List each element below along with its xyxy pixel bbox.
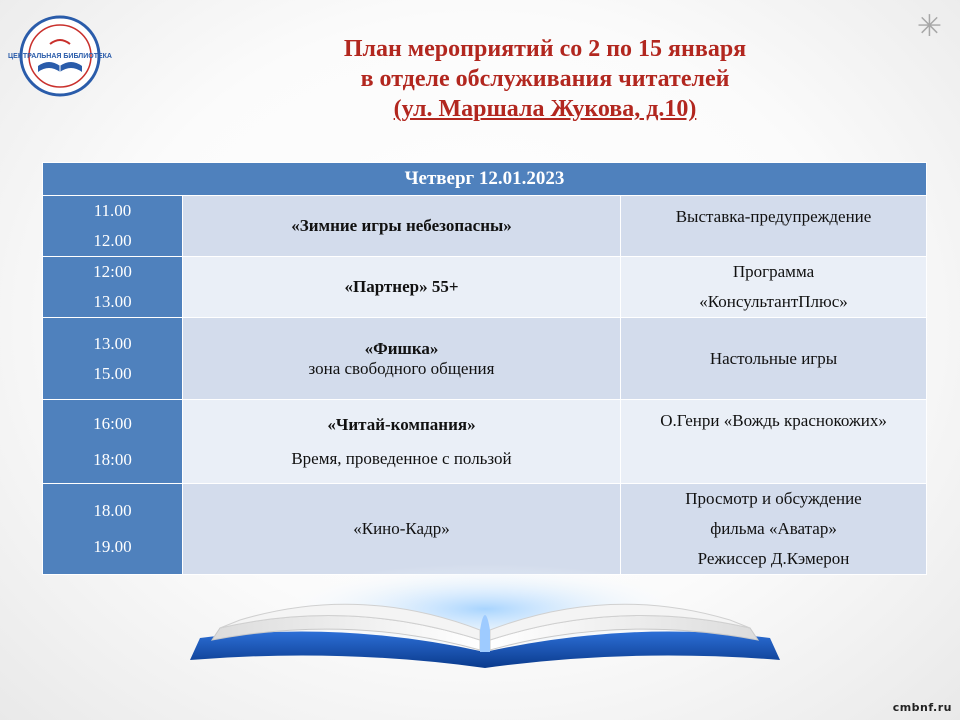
title-line-2: в отделе обслуживания читателей (360, 66, 730, 92)
table-row (43, 257, 927, 318)
time-cell (43, 400, 183, 484)
end-time: 18:00 (93, 449, 132, 469)
page-title (210, 34, 880, 124)
star-icon: ✳ (916, 10, 942, 43)
description-cell (621, 257, 927, 318)
description-line: Просмотр и обсуждение (685, 489, 862, 508)
event-title: «Кино-Кадр» (353, 519, 450, 538)
description-cell (621, 318, 927, 400)
description-line: фильма «Аватар» (710, 519, 837, 538)
open-book-illustration (180, 560, 790, 670)
event-title: «Читай-компания» (327, 414, 476, 434)
description-line: Настольные игры (709, 348, 838, 368)
end-time: 12.00 (93, 231, 132, 250)
table-row (43, 318, 927, 400)
time-cell (43, 484, 183, 575)
time-cell (43, 318, 183, 400)
start-time: 16:00 (93, 413, 132, 433)
event-subtitle: Время, проведенное с пользой (291, 448, 512, 468)
table-row (43, 196, 927, 257)
start-time: 13.00 (93, 333, 132, 353)
end-time: 13.00 (93, 292, 132, 311)
description-cell (621, 196, 927, 257)
event-cell (183, 257, 621, 318)
library-logo-icon (8, 14, 112, 98)
day-header: Четверг 12.01.2023 (43, 163, 927, 196)
description-line: «КонсультантПлюс» (699, 292, 848, 311)
description-cell (621, 400, 927, 484)
time-cell (43, 257, 183, 318)
description-line: Режиссер Д.Кэмерон (697, 549, 850, 568)
description-line: Программа (732, 262, 815, 281)
event-cell (183, 318, 621, 400)
time-cell (43, 196, 183, 257)
end-time: 19.00 (93, 537, 132, 556)
event-cell (183, 400, 621, 484)
title-address: (ул. Маршала Жукова, д.10) (393, 96, 697, 122)
schedule-table (42, 162, 927, 575)
event-subtitle: зона свободного общения (308, 358, 495, 378)
start-time: 18.00 (93, 501, 132, 520)
start-time: 12:00 (93, 262, 132, 281)
description-line: О.Генри «Вождь краснокожих» (660, 411, 887, 430)
watermark: cmbnf.ru (892, 701, 952, 714)
logo-text: ЦЕНТРАЛЬНАЯ БИБЛИОТЕКА (8, 53, 112, 60)
description-line: Выставка-предупреждение (675, 207, 872, 226)
event-title: «Партнер» 55+ (344, 277, 459, 296)
start-time: 11.00 (93, 201, 132, 220)
table-row (43, 400, 927, 484)
title-line-1: План мероприятий со 2 по 15 января (343, 36, 747, 62)
end-time: 15.00 (93, 363, 132, 383)
event-cell (183, 196, 621, 257)
event-title: «Зимние игры небезопасны» (291, 216, 512, 235)
event-title: «Фишка» (364, 338, 439, 358)
